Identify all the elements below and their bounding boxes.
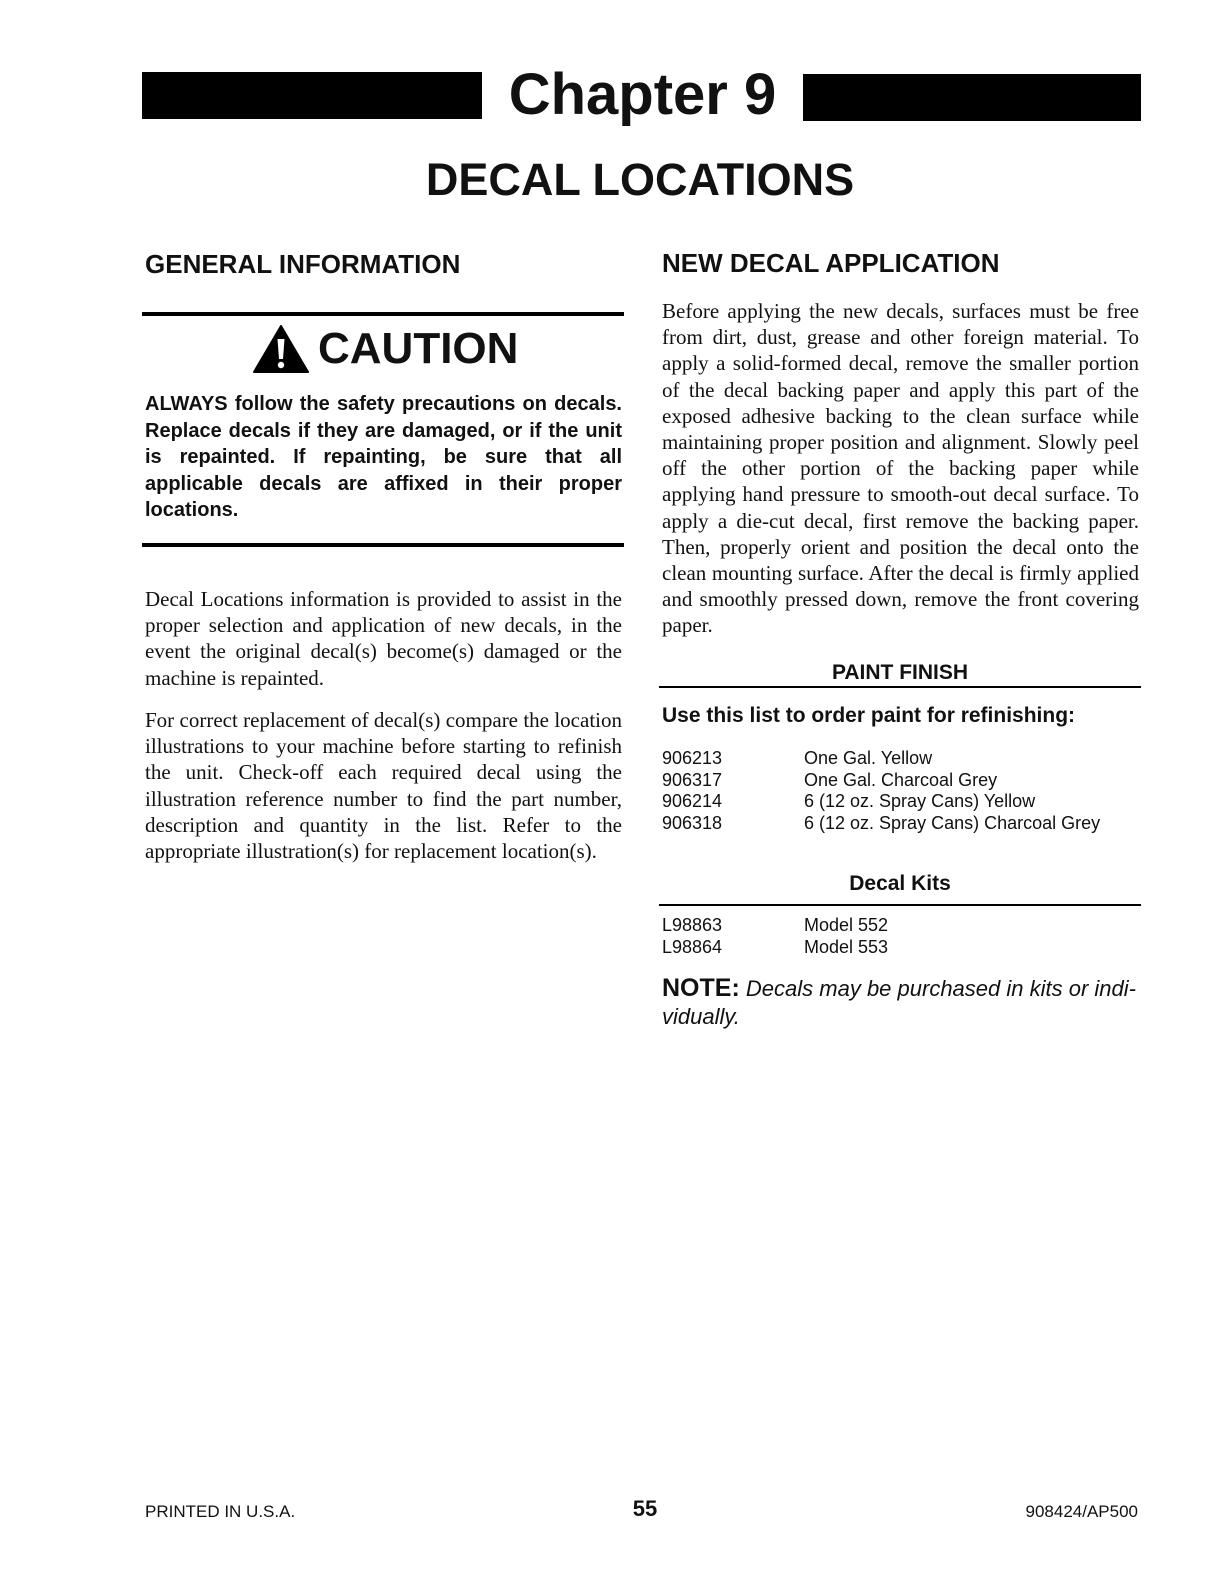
- paint-finish-list: [662, 748, 1132, 834]
- chapter-title: Chapter 9: [508, 62, 777, 127]
- list-item: [662, 915, 1132, 937]
- new-decal-paragraph: Before applying the new decals, surfaces must be free from dirt, dust, grease and other foreign material. To apply a solid-formed decal, remove the smaller portion of the decal backing paper and apply this part of the exposed adhesive backing to the clean surface while maintaining proper position and alignment. Slowly peel off the other portion of the backing paper while applying hand pressure to smooth-out decal surface. To apply a die-cut decal, first remove the backing paper. Then, properly orient and position the decal onto the clean mounting surface. After the decal is firmly applied and smoothly pressed down, remove the front covering paper.: [662, 299, 1139, 638]
- part-number: 906214: [662, 791, 723, 811]
- chapter-bar-right: [803, 74, 1141, 121]
- note: [662, 974, 1140, 1031]
- note-text: Decals may be purchased in kits or individually.: [662, 976, 1136, 1029]
- part-number: L98863: [662, 915, 723, 935]
- list-item: [662, 770, 1132, 792]
- decal-kits-heading: Decal Kits: [849, 872, 951, 895]
- part-description: One Gal. Yellow: [804, 748, 933, 768]
- caution-text: ALWAYS follow the safety precautions on decals. Replace decals if they are damaged, or if the unit is repainted. If repainting, be sure that all applicable decals are affixed in their proper locations.: [145, 393, 622, 521]
- paint-finish-lead: Use this list to order paint for refinishing:: [662, 704, 1076, 727]
- paint-finish-heading: PAINT FINISH: [831, 661, 969, 684]
- warning-triangle-icon: [252, 324, 310, 374]
- list-item: [662, 937, 1132, 959]
- caution-bottom-rule: [142, 543, 624, 547]
- part-description: 6 (12 oz. Spray Cans) Yellow: [804, 791, 1036, 811]
- page-title: DECAL LOCATIONS: [425, 154, 855, 205]
- note-label: NOTE:: [662, 974, 740, 1002]
- list-item: [662, 748, 1132, 770]
- part-description: 6 (12 oz. Spray Cans) Charcoal Grey: [804, 812, 1101, 833]
- part-description: One Gal. Charcoal Grey: [804, 769, 998, 790]
- caution-header: [252, 322, 518, 376]
- chapter-bar-left: [142, 72, 482, 119]
- footer-printed: PRINTED IN U.S.A.: [145, 1502, 296, 1521]
- part-description: Model 553: [804, 936, 889, 957]
- part-number: 906318: [662, 812, 723, 833]
- page-number: 55: [632, 1496, 658, 1521]
- list-item: [662, 791, 1132, 813]
- footer-document-number: 908424/AP500: [1025, 1502, 1138, 1521]
- caution-top-rule: [142, 312, 624, 316]
- general-paragraph-2: For correct replacement of decal(s) compare the location illustrations to your machine before starting to refinish the unit. Check-off each required decal using the illustration reference number to find the part number, description and quantity in the list. Refer to the appropriate illustration(s) for replacement location(s).: [145, 708, 622, 864]
- decal-kits-rule: [659, 904, 1141, 906]
- part-number: 906317: [662, 769, 723, 790]
- paint-finish-rule: [659, 686, 1141, 688]
- new-decal-application-heading: NEW DECAL APPLICATION: [662, 248, 1000, 278]
- part-number: 906213: [662, 748, 723, 768]
- list-item: [662, 813, 1132, 835]
- part-number: L98864: [662, 936, 723, 957]
- caution-title: CAUTION: [318, 324, 519, 373]
- decal-kits-list: [662, 915, 1132, 958]
- general-paragraph-1: Decal Locations information is provided to assist in the proper selection and application of new decals, in the event the original decal(s) become(s) damaged or the machine is repainted.: [145, 587, 622, 690]
- general-information-heading: GENERAL INFORMATION: [145, 249, 461, 279]
- part-description: Model 552: [804, 915, 889, 935]
